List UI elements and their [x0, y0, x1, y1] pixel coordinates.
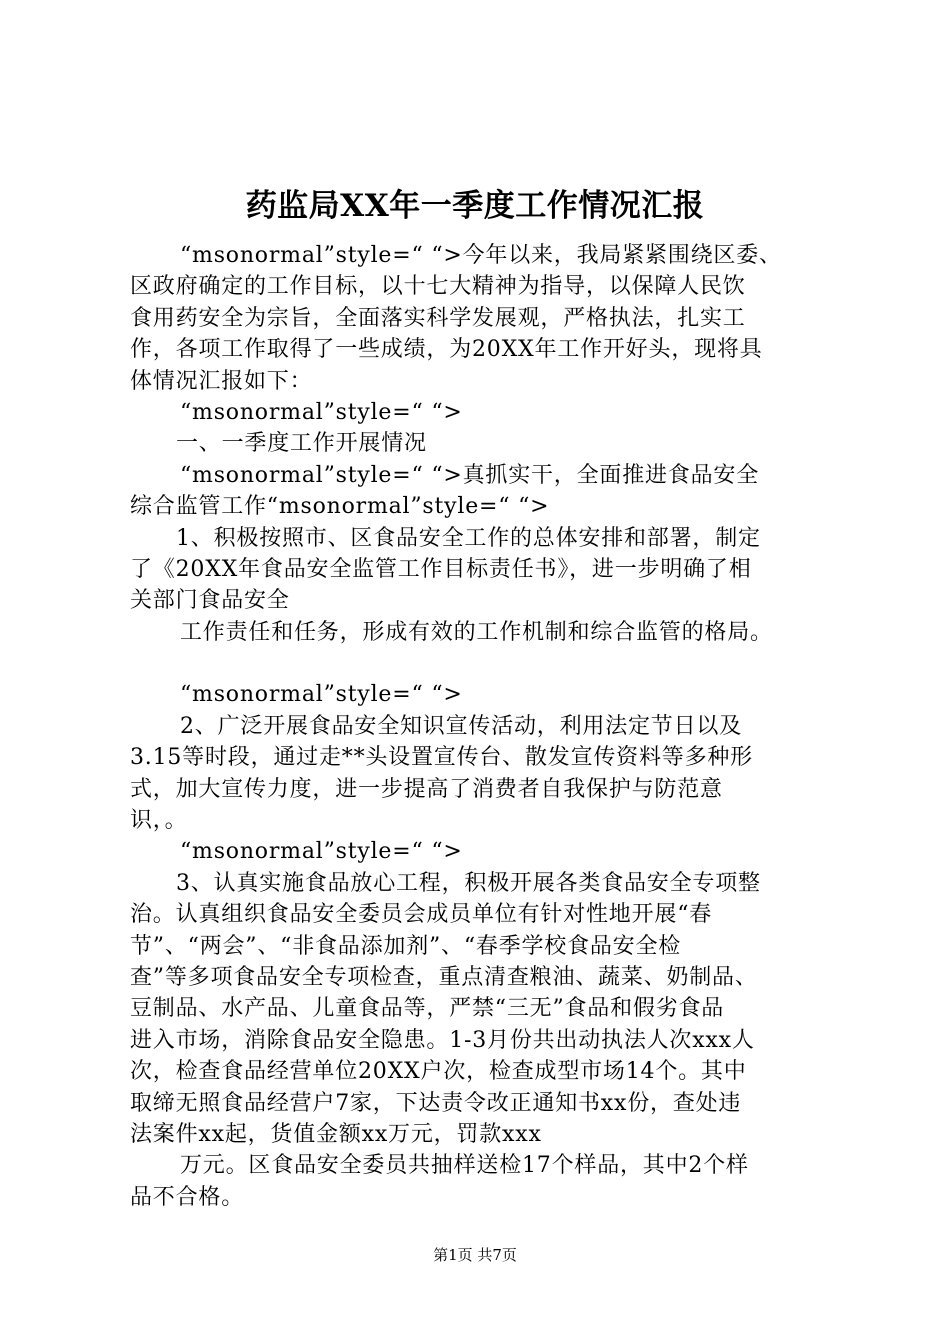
section-heading: 一、一季度工作开展情况 — [176, 431, 427, 457]
document-title: 药监局XX年一季度工作情况汇报 — [245, 188, 705, 224]
body-line: “msonormal”style=“ “> — [180, 682, 463, 708]
body-line: 关部门食品安全 — [130, 588, 290, 614]
body-line: 豆制品、水产品、儿童食品等，严禁“三无”食品和假劣食品 — [130, 996, 725, 1022]
body-line: 区政府确定的工作目标，以十七大精神为指导，以保障人民饮 — [130, 274, 746, 300]
blank-line — [130, 648, 840, 679]
body-line: 3、认真实施食品放心工程，积极开展各类食品安全专项整 — [176, 870, 761, 896]
body-line: “msonormal”style=“ “>今年以来，我局紧紧围绕区委、 — [180, 243, 782, 268]
body-line: 了《20XX年食品安全监管工作目标责任书》，进一步明确了相 — [130, 556, 752, 582]
body-line: 取缔无照食品经营户7家，下达责令改正通知书xx份，查处违 — [130, 1090, 742, 1116]
body-line: 食用药安全为宗旨，全面落实科学发展观，严格执法，扎实工 — [130, 305, 746, 331]
body-line: 进入市场，消除食品安全隐患。1-3月份共出动执法人次xxx人 — [130, 1027, 755, 1053]
body-line: 式，加大宣传力度，进一步提高了消费者自我保护与防范意 — [130, 776, 723, 802]
body-line: 工作责任和任务，形成有效的工作机制和综合监管的格局。 — [180, 619, 773, 645]
body-line: 次，检查食品经营单位20XX户次，检查成型市场14个。其中 — [130, 1059, 747, 1085]
body-line: 节”、“两会”、“非食品添加剂”、“春季学校食品安全检 — [130, 933, 682, 959]
body-line: 2、广泛开展食品安全知识宣传活动，利用法定节日以及 — [180, 713, 742, 739]
body-line: “msonormal”style=“ “>真抓实干，全面推进食品安全 — [180, 462, 760, 488]
body-line: 品不合格。 — [130, 1184, 245, 1210]
body-line: 治。认真组织食品安全委员会成员单位有针对性地开展“春 — [130, 902, 713, 928]
body-line: 作，各项工作取得了一些成绩，为20XX年工作开好头，现将具 — [130, 337, 763, 363]
page-number: 第1页 共7页 — [433, 1246, 517, 1264]
body-line: 体情况汇报如下： — [130, 368, 313, 394]
body-line: 综合监管工作“msonormal”style=“ “> — [130, 494, 550, 520]
body-line: 3.15等时段，通过走**头设置宣传台、散发宣传资料等多种形 — [130, 745, 753, 771]
body-line: 万元。区食品安全委员共抽样送检17个样品，其中2个样 — [180, 1153, 749, 1179]
body-line: 识，。 — [130, 808, 188, 834]
body-line: 1、积极按照市、区食品安全工作的总体安排和部署，制定 — [176, 525, 761, 551]
document-body — [130, 240, 840, 1213]
body-line: 法案件xx起，货值金额xx万元，罚款xxx — [130, 1121, 542, 1147]
body-line: “msonormal”style=“ “> — [180, 399, 463, 425]
body-line: “msonormal”style=“ “> — [180, 839, 463, 865]
body-line: 查”等多项食品安全专项检查，重点清查粮油、蔬菜、奶制品、 — [130, 964, 758, 990]
